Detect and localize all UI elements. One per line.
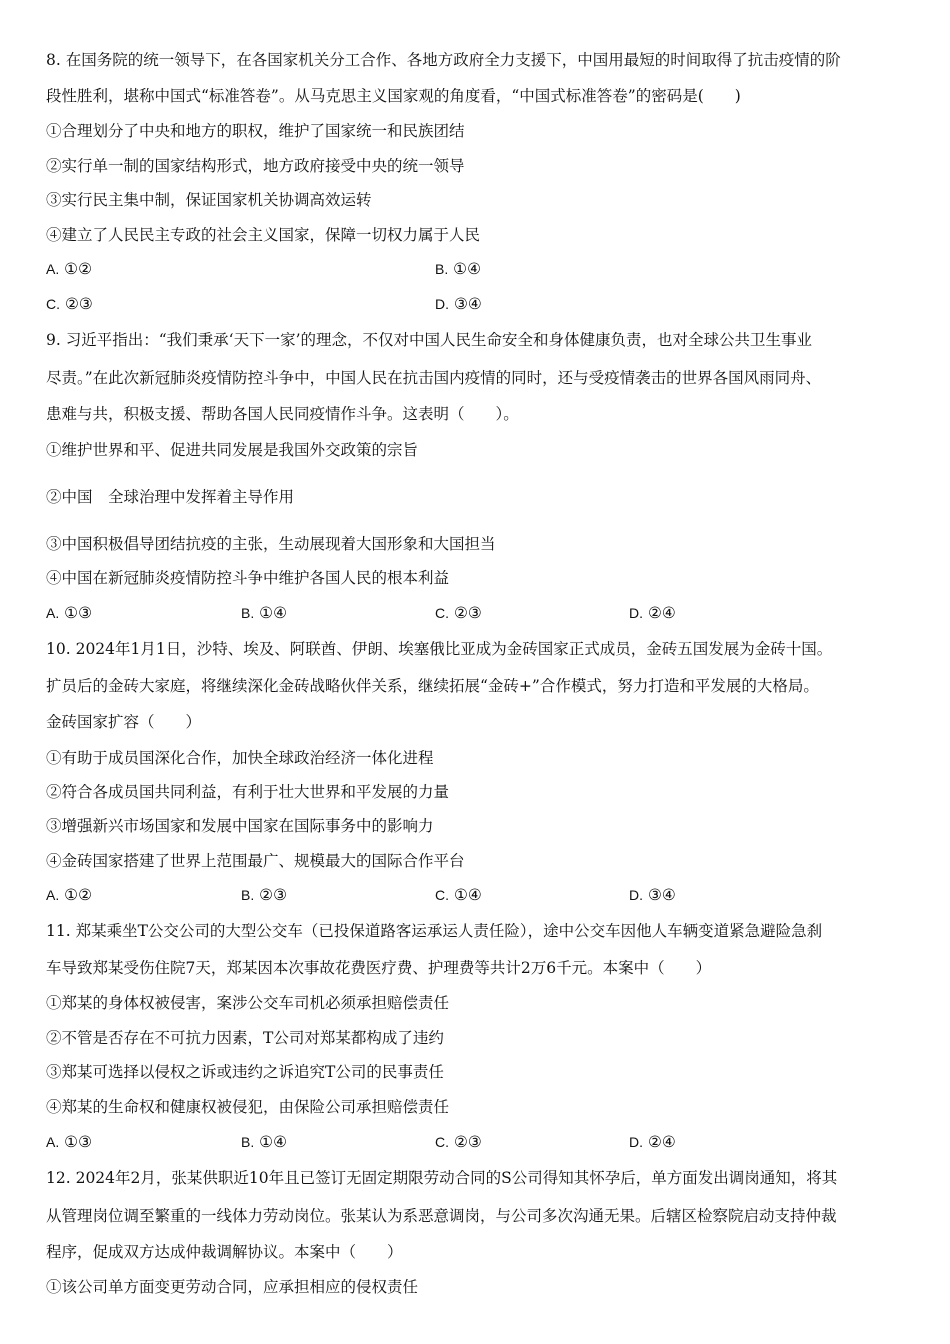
q9-stem-line-2: 尽责。”在此次新冠肺炎疫情防控斗争中，中国人民在抗击国内疫情的同时，还与受疫情袭击的世界各国风雨同舟、 <box>46 369 822 387</box>
q11-stem-line-1: 11. 郑某乘坐T公交公司的大型公交车（已投保道路客运承运人责任险），途中公交车因他人车辆变道紧急避险急刹 <box>46 922 823 940</box>
option-letter: B. <box>241 887 255 903</box>
option-text: ①③ <box>64 1133 92 1151</box>
q11-option-c <box>435 1132 482 1152</box>
q12-stem-line-3: 程序，促成双方达成仲裁调解协议。本案中（ ） <box>46 1243 403 1261</box>
q11-statement-1: ①郑某的身体权被侵害，案涉公交车司机必须承担赔偿责任 <box>46 994 450 1012</box>
q8-option-d <box>435 294 482 314</box>
q11-option-a <box>46 1132 92 1152</box>
q12-statement-1: ①该公司单方面变更劳动合同，应承担相应的侵权责任 <box>46 1278 419 1296</box>
option-text: ③④ <box>453 295 482 313</box>
q10-statement-1: ①有助于成员国深化合作，加快全球政治经济一体化进程 <box>46 749 434 767</box>
q9-statement-2: ②中国 全球治理中发挥着主导作用 <box>46 488 295 506</box>
option-letter: B. <box>435 261 449 277</box>
q9-stem-line-1: 9. 习近平指出：“我们秉承‘天下一家’的理念，不仅对中国人民生命安全和身体健康负责，也对全球公共卫生事业 <box>46 331 812 349</box>
option-letter: A. <box>46 261 60 277</box>
q10-option-b <box>241 885 287 905</box>
option-letter: D. <box>629 605 643 621</box>
option-letter: B. <box>241 1134 255 1150</box>
option-text: ③④ <box>647 886 676 904</box>
q10-stem-line-3: 金砖国家扩容（ ） <box>46 713 202 731</box>
option-letter: C. <box>435 887 449 903</box>
q11-statement-4: ④郑某的生命权和健康权被侵犯，由保险公司承担赔偿责任 <box>46 1098 450 1116</box>
option-text: ②③ <box>64 295 93 313</box>
option-text: ①③ <box>64 604 92 622</box>
q8-statement-3: ③实行民主集中制，保证国家机关协调高效运转 <box>46 191 372 209</box>
q8-statement-2: ②实行单一制的国家结构形式，地方政府接受中央的统一领导 <box>46 157 465 175</box>
option-letter: C. <box>435 1134 449 1150</box>
q11-option-d <box>629 1132 676 1152</box>
option-letter: A. <box>46 605 60 621</box>
option-letter: C. <box>435 605 449 621</box>
q10-option-a <box>46 885 92 905</box>
option-text: ②③ <box>259 886 287 904</box>
q10-statement-4: ④金砖国家搭建了世界上范围最广、规模最大的国际合作平台 <box>46 852 465 870</box>
q11-statement-2: ②不管是否存在不可抗力因素，T公司对郑某都构成了违约 <box>46 1029 444 1047</box>
q8-stem-line-2: 段性胜利，堪称中国式“标准答卷”。从马克思主义国家观的角度看，“中国式标准答卷”的密码是( ) <box>46 87 741 105</box>
option-letter: A. <box>46 887 60 903</box>
q9-option-b <box>241 603 287 623</box>
q8-option-c <box>46 294 93 314</box>
option-letter: C. <box>46 296 60 312</box>
q10-option-d <box>629 885 676 905</box>
option-text: ①④ <box>453 260 481 278</box>
q10-statement-3: ③增强新兴市场国家和发展中国家在国际事务中的影响力 <box>46 817 434 835</box>
option-text: ①④ <box>453 886 482 904</box>
q9-statement-1: ①维护世界和平、促进共同发展是我国外交政策的宗旨 <box>46 441 419 459</box>
q10-stem-line-1: 10. 2024年1月1日，沙特、埃及、阿联酋、伊朗、埃塞俄比亚成为金砖国家正式成员，金砖五国发展为金砖十国。 <box>46 640 833 658</box>
q8-option-b <box>435 259 481 279</box>
q8-statement-1: ①合理划分了中央和地方的职权，维护了国家统一和民族团结 <box>46 122 465 140</box>
q12-stem-line-1: 12. 2024年2月，张某供职近10年且已签订无固定期限劳动合同的S公司得知其怀孕后，单方面发出调岗通知，将其 <box>46 1169 838 1187</box>
option-letter: D. <box>629 887 643 903</box>
option-text: ②③ <box>453 604 482 622</box>
option-text: ①② <box>64 886 92 904</box>
q10-statement-2: ②符合各成员国共同利益，有利于壮大世界和平发展的力量 <box>46 783 450 801</box>
option-text: ①④ <box>259 604 287 622</box>
q8-statement-4: ④建立了人民民主专政的社会主义国家，保障一切权力属于人民 <box>46 226 481 244</box>
q9-option-d <box>629 603 676 623</box>
option-text: ②④ <box>647 604 676 622</box>
q10-stem-line-2: 扩员后的金砖大家庭，将继续深化金砖战略伙伴关系，继续拓展“金砖+”合作模式，努力打造和平发展的大格局。 <box>46 677 819 695</box>
option-letter: A. <box>46 1134 60 1150</box>
q9-statement-3: ③中国积极倡导团结抗疫的主张，生动展现着大国形象和大国担当 <box>46 535 496 553</box>
option-text: ①② <box>64 260 92 278</box>
option-letter: D. <box>629 1134 643 1150</box>
option-text: ②④ <box>647 1133 676 1151</box>
q11-option-b <box>241 1132 287 1152</box>
option-letter: B. <box>241 605 255 621</box>
q8-option-a <box>46 259 92 279</box>
q10-option-c <box>435 885 482 905</box>
q9-statement-4: ④中国在新冠肺炎疫情防控斗争中维护各国人民的根本利益 <box>46 569 450 587</box>
q9-option-a <box>46 603 92 623</box>
option-text: ①④ <box>259 1133 287 1151</box>
option-letter: D. <box>435 296 449 312</box>
q11-stem-line-2: 车导致郑某受伤住院7天，郑某因本次事故花费医疗费、护理费等共计2万6千元。本案中（ ） <box>46 959 712 977</box>
q12-stem-line-2: 从管理岗位调至繁重的一线体力劳动岗位。张某认为系恶意调岗，与公司多次沟通无果。后辖区检察院启动支持仲裁 <box>46 1207 837 1225</box>
q8-stem-line-1: 8. 在国务院的统一领导下，在各国家机关分工合作、各地方政府全力支援下，中国用最短的时间取得了抗击疫情的阶 <box>46 51 841 69</box>
q9-stem-line-3: 患难与共，积极支援、帮助各国人民同疫情作斗争。这表明（ ）。 <box>46 405 519 423</box>
option-text: ②③ <box>453 1133 482 1151</box>
q9-option-c <box>435 603 482 623</box>
q11-statement-3: ③郑某可选择以侵权之诉或违约之诉追究T公司的民事责任 <box>46 1063 444 1081</box>
